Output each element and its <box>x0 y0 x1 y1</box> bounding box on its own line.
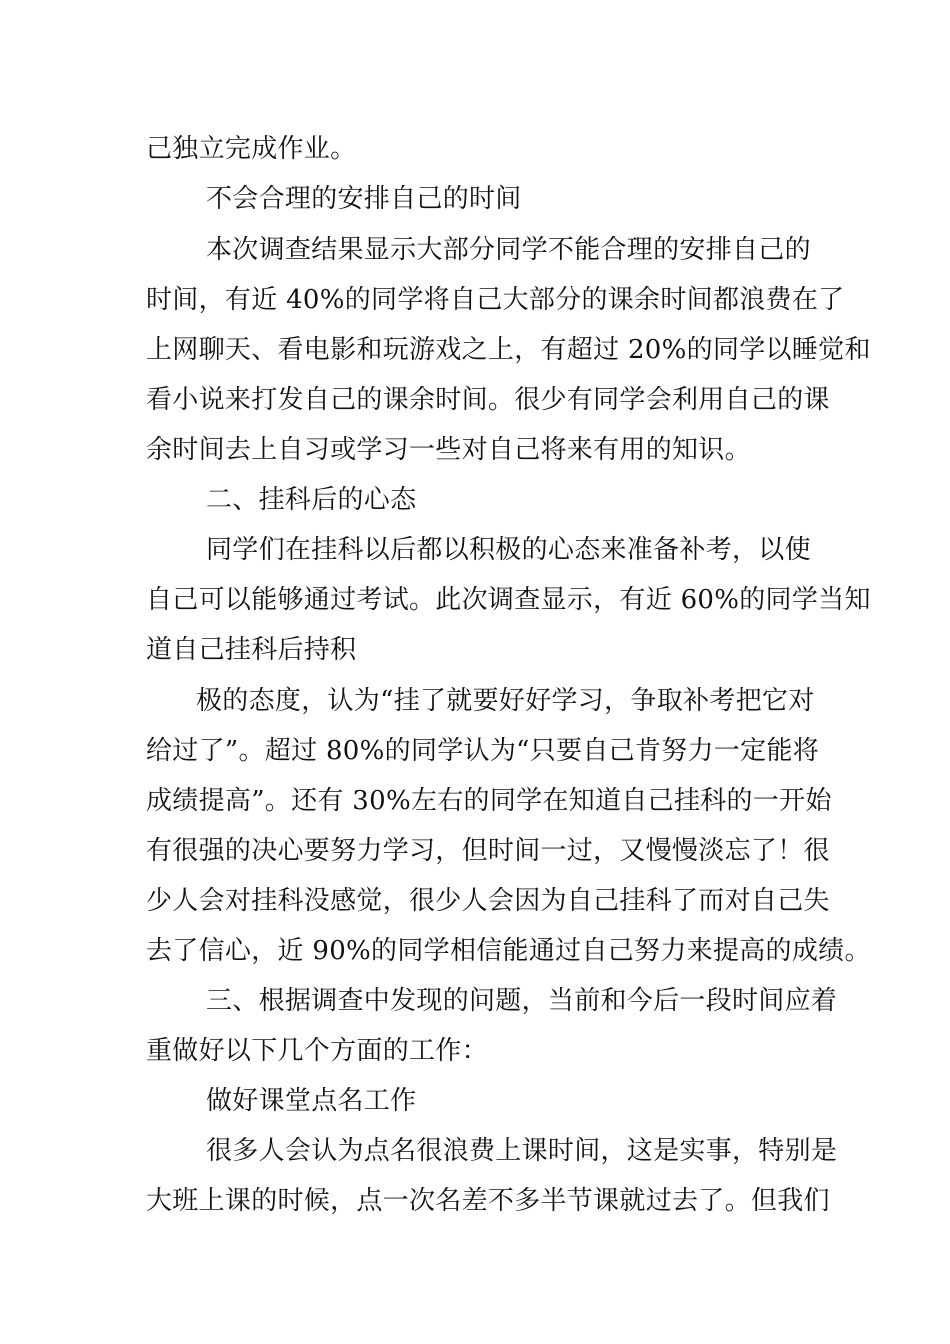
section-heading-3: 三、根据调查中发现的问题，当前和今后一段时间应着 <box>206 986 838 1016</box>
text-line: 时间，有近 40%的同学将自己大部分的课余时间都浪费在了 <box>146 285 845 315</box>
subheading-time-management: 不会合理的安排自己的时间 <box>206 184 522 214</box>
text-line: 本次调查结果显示大部分同学不能合理的安排自己的 <box>206 235 811 265</box>
text-line: 极的态度，认为“挂了就要好好学习，争取补考把它对 <box>196 686 815 716</box>
text-line: 己独立完成作业。 <box>146 134 357 164</box>
section-heading-2: 二、挂科后的心态 <box>206 485 417 515</box>
text-line: 道自己挂科后持积 <box>146 635 357 665</box>
text-line: 上网聊天、看电影和玩游戏之上，有超过 20%的同学以睡觉和 <box>146 335 871 365</box>
text-line: 同学们在挂科以后都以积极的心态来准备补考，以使 <box>206 535 811 565</box>
text-line: 成绩提高”。还有 30%左右的同学在知道自己挂科的一开始 <box>146 786 832 816</box>
text-line: 少人会对挂科没感觉，很少人会因为自己挂科了而对自己失 <box>146 886 830 916</box>
text-line: 重做好以下几个方面的工作： <box>146 1036 488 1066</box>
text-line: 大班上课的时候，点一次名差不多半节课就过去了。但我们 <box>146 1186 830 1216</box>
text-line: 有很强的决心要努力学习，但时间一过，又慢慢淡忘了！很 <box>146 836 830 866</box>
subheading-roll-call: 做好课堂点名工作 <box>206 1086 417 1116</box>
text-line: 给过了”。超过 80%的同学认为“只要自己肯努力一定能将 <box>146 736 820 766</box>
text-line: 看小说来打发自己的课余时间。很少有同学会利用自己的课 <box>146 385 830 415</box>
text-line: 自己可以能够通过考试。此次调查显示，有近 60%的同学当知 <box>146 585 871 615</box>
text-line: 余时间去上自习或学习一些对自己将来有用的知识。 <box>146 435 751 465</box>
text-line: 去了信心，近 90%的同学相信能通过自己努力来提高的成绩。 <box>146 936 871 966</box>
text-line: 很多人会认为点名很浪费上课时间，这是实事，特别是 <box>206 1136 838 1166</box>
